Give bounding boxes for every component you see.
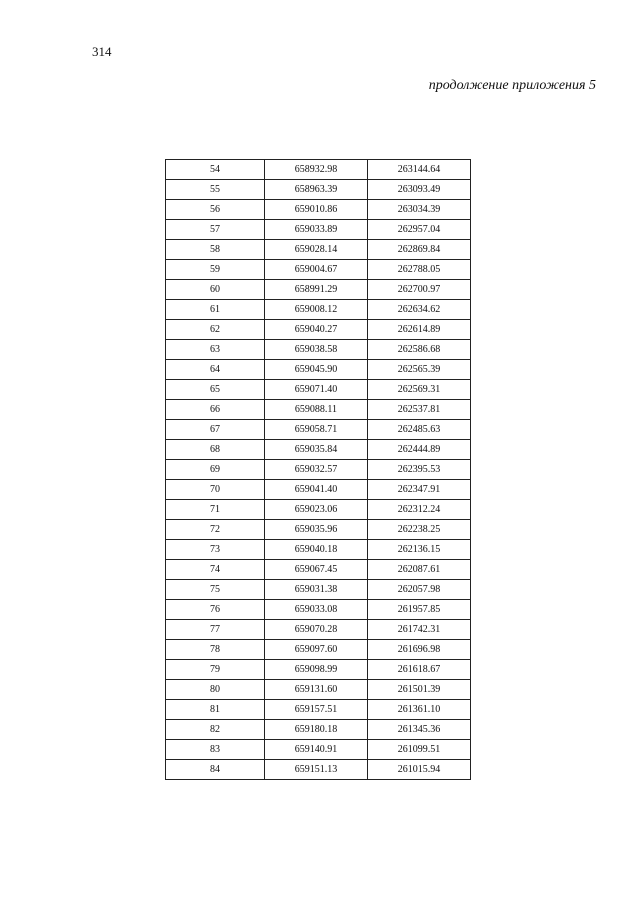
- point-number-cell: 82: [166, 720, 265, 740]
- y-coordinate-cell: 263093.49: [368, 180, 471, 200]
- page-number: 314: [92, 44, 112, 59]
- point-number-cell: 76: [166, 600, 265, 620]
- x-coordinate-cell: 659131.60: [265, 680, 368, 700]
- y-coordinate-cell: 261099.51: [368, 740, 471, 760]
- y-coordinate-cell: 261361.10: [368, 700, 471, 720]
- table-row: [166, 260, 471, 280]
- table-row: [166, 320, 471, 340]
- y-coordinate-cell: 261618.67: [368, 660, 471, 680]
- table-row: [166, 620, 471, 640]
- table-row: [166, 420, 471, 440]
- appendix-continuation-caption: продолжение приложения 5: [428, 78, 596, 93]
- point-number-cell: 59: [166, 260, 265, 280]
- y-coordinate-cell: 261742.31: [368, 620, 471, 640]
- point-number-cell: 83: [166, 740, 265, 760]
- point-number-cell: 66: [166, 400, 265, 420]
- x-coordinate-cell: 659098.99: [265, 660, 368, 680]
- point-number-cell: 63: [166, 340, 265, 360]
- table-row: [166, 560, 471, 580]
- y-coordinate-cell: 261501.39: [368, 680, 471, 700]
- y-coordinate-cell: 262485.63: [368, 420, 471, 440]
- x-coordinate-cell: 659045.90: [265, 360, 368, 380]
- point-number-cell: 70: [166, 480, 265, 500]
- y-coordinate-cell: 263034.39: [368, 200, 471, 220]
- table-row: [166, 440, 471, 460]
- y-coordinate-cell: 261015.94: [368, 760, 471, 780]
- x-coordinate-cell: 659032.57: [265, 460, 368, 480]
- table-row: [166, 220, 471, 240]
- point-number-cell: 81: [166, 700, 265, 720]
- point-number-cell: 62: [166, 320, 265, 340]
- x-coordinate-cell: 659035.84: [265, 440, 368, 460]
- table-row: [166, 180, 471, 200]
- x-coordinate-cell: 659004.67: [265, 260, 368, 280]
- point-number-cell: 73: [166, 540, 265, 560]
- table-row: [166, 460, 471, 480]
- y-coordinate-cell: 262347.91: [368, 480, 471, 500]
- y-coordinate-cell: 262312.24: [368, 500, 471, 520]
- y-coordinate-cell: 262788.05: [368, 260, 471, 280]
- point-number-cell: 60: [166, 280, 265, 300]
- x-coordinate-cell: 659140.91: [265, 740, 368, 760]
- y-coordinate-cell: 262569.31: [368, 380, 471, 400]
- table-row: [166, 340, 471, 360]
- y-coordinate-cell: 262136.15: [368, 540, 471, 560]
- y-coordinate-cell: 262700.97: [368, 280, 471, 300]
- point-number-cell: 72: [166, 520, 265, 540]
- table-row: [166, 580, 471, 600]
- table-row: [166, 640, 471, 660]
- table-row: [166, 280, 471, 300]
- x-coordinate-cell: 658932.98: [265, 160, 368, 180]
- y-coordinate-cell: 261345.36: [368, 720, 471, 740]
- point-number-cell: 75: [166, 580, 265, 600]
- y-coordinate-cell: 262537.81: [368, 400, 471, 420]
- y-coordinate-cell: 261957.85: [368, 600, 471, 620]
- y-coordinate-cell: 262444.89: [368, 440, 471, 460]
- point-number-cell: 57: [166, 220, 265, 240]
- x-coordinate-cell: 659033.08: [265, 600, 368, 620]
- x-coordinate-cell: 659071.40: [265, 380, 368, 400]
- x-coordinate-cell: 659058.71: [265, 420, 368, 440]
- point-number-cell: 55: [166, 180, 265, 200]
- point-number-cell: 64: [166, 360, 265, 380]
- point-number-cell: 54: [166, 160, 265, 180]
- point-number-cell: 67: [166, 420, 265, 440]
- x-coordinate-cell: 659067.45: [265, 560, 368, 580]
- x-coordinate-cell: 659088.11: [265, 400, 368, 420]
- table-row: [166, 760, 471, 780]
- point-number-cell: 71: [166, 500, 265, 520]
- table-row: [166, 700, 471, 720]
- table-row: [166, 380, 471, 400]
- table-row: [166, 680, 471, 700]
- y-coordinate-cell: 263144.64: [368, 160, 471, 180]
- point-number-cell: 77: [166, 620, 265, 640]
- x-coordinate-cell: 659008.12: [265, 300, 368, 320]
- point-number-cell: 80: [166, 680, 265, 700]
- x-coordinate-cell: 659157.51: [265, 700, 368, 720]
- point-number-cell: 78: [166, 640, 265, 660]
- x-coordinate-cell: 659028.14: [265, 240, 368, 260]
- y-coordinate-cell: 262614.89: [368, 320, 471, 340]
- y-coordinate-cell: 262869.84: [368, 240, 471, 260]
- point-number-cell: 74: [166, 560, 265, 580]
- x-coordinate-cell: 658991.29: [265, 280, 368, 300]
- table-row: [166, 500, 471, 520]
- point-number-cell: 84: [166, 760, 265, 780]
- y-coordinate-cell: 262395.53: [368, 460, 471, 480]
- point-number-cell: 69: [166, 460, 265, 480]
- point-number-cell: 65: [166, 380, 265, 400]
- point-number-cell: 68: [166, 440, 265, 460]
- table-row: [166, 400, 471, 420]
- table-row: [166, 360, 471, 380]
- table-row: [166, 540, 471, 560]
- coordinates-table: [165, 159, 471, 780]
- x-coordinate-cell: 659010.86: [265, 200, 368, 220]
- point-number-cell: 61: [166, 300, 265, 320]
- table-row: [166, 480, 471, 500]
- x-coordinate-cell: 659180.18: [265, 720, 368, 740]
- point-number-cell: 79: [166, 660, 265, 680]
- x-coordinate-cell: 659041.40: [265, 480, 368, 500]
- table-row: [166, 740, 471, 760]
- x-coordinate-cell: 659097.60: [265, 640, 368, 660]
- y-coordinate-cell: 262586.68: [368, 340, 471, 360]
- x-coordinate-cell: 659031.38: [265, 580, 368, 600]
- x-coordinate-cell: 658963.39: [265, 180, 368, 200]
- x-coordinate-cell: 659023.06: [265, 500, 368, 520]
- table-row: [166, 660, 471, 680]
- y-coordinate-cell: 262057.98: [368, 580, 471, 600]
- table-row: [166, 200, 471, 220]
- y-coordinate-cell: 262238.25: [368, 520, 471, 540]
- x-coordinate-cell: 659038.58: [265, 340, 368, 360]
- x-coordinate-cell: 659040.27: [265, 320, 368, 340]
- y-coordinate-cell: 261696.98: [368, 640, 471, 660]
- table-row: [166, 300, 471, 320]
- x-coordinate-cell: 659035.96: [265, 520, 368, 540]
- table-row: [166, 520, 471, 540]
- point-number-cell: 58: [166, 240, 265, 260]
- x-coordinate-cell: 659033.89: [265, 220, 368, 240]
- y-coordinate-cell: 262565.39: [368, 360, 471, 380]
- point-number-cell: 56: [166, 200, 265, 220]
- y-coordinate-cell: 262634.62: [368, 300, 471, 320]
- table-row: [166, 720, 471, 740]
- table-row: [166, 160, 471, 180]
- x-coordinate-cell: 659151.13: [265, 760, 368, 780]
- y-coordinate-cell: 262087.61: [368, 560, 471, 580]
- y-coordinate-cell: 262957.04: [368, 220, 471, 240]
- coordinates-table-body: [166, 160, 471, 780]
- table-row: [166, 600, 471, 620]
- table-row: [166, 240, 471, 260]
- x-coordinate-cell: 659070.28: [265, 620, 368, 640]
- x-coordinate-cell: 659040.18: [265, 540, 368, 560]
